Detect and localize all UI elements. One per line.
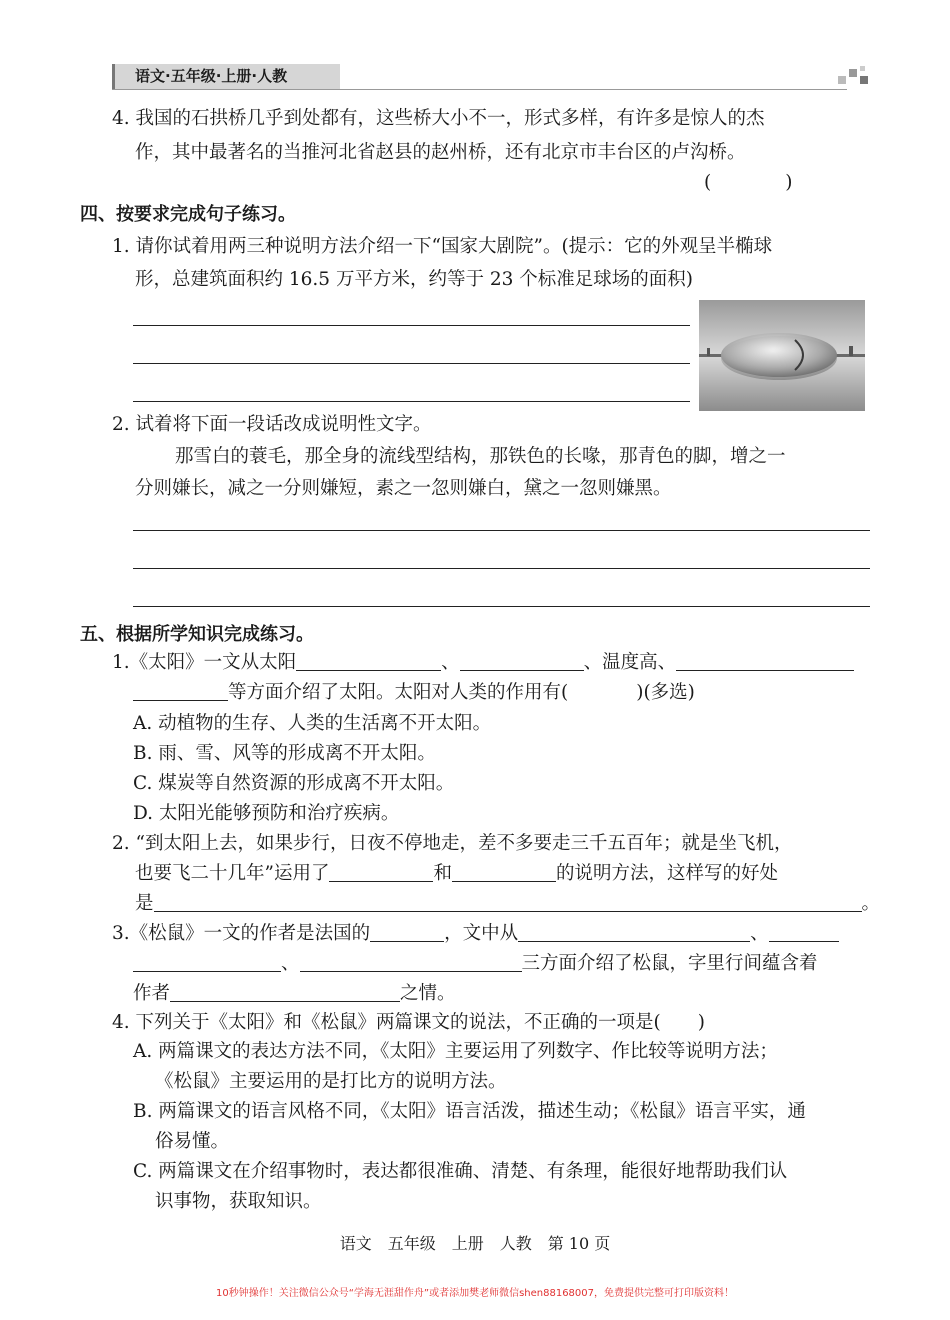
blank[interactable] (170, 981, 400, 1002)
s5-q1-line2 (133, 678, 695, 708)
blank[interactable] (452, 861, 556, 882)
s5-q3-text: 之情。 (400, 983, 456, 1004)
s5-q3-text: 3.《松鼠》一文的作者是法国的 (112, 923, 371, 944)
option-a: A. 动植物的生存、人类的生活离不开太阳。 (133, 713, 492, 734)
q3-item4-line2: 作，其中最著名的当推河北省赵县的赵州桥，还有北京市丰台区的卢沟桥。 (135, 142, 746, 163)
promo-banner: 10秒钟操作！关注微信公众号“学海无涯甜作舟”或者添加樊老师微信shen88168007，免费提供完整可打印版资料！ (215, 1288, 735, 1299)
option-c: C. 两篇课文在介绍事物时，表达都很准确、清楚、有条理，能很好地帮助我们认 (133, 1161, 788, 1182)
answer-line[interactable] (133, 530, 870, 531)
s5-q1-text: 等方面介绍了太阳。太阳对人类的作用有( (228, 682, 569, 703)
s5-q3-text: 三方面介绍了松鼠，字里行间蕴含着 (521, 953, 818, 974)
s5-q4-stem: 4. 下列关于《太阳》和《松鼠》两篇课文的说法，不正确的一项是( ) (112, 1012, 705, 1033)
section4-heading: 四、按要求完成句子练习。 (80, 204, 296, 225)
blank[interactable] (300, 951, 522, 972)
answer-bracket[interactable]: ( ) (704, 172, 793, 193)
blank[interactable] (133, 680, 228, 701)
s5-q2-line1: 2. “到太阳上去，如果步行，日夜不停地走，差不多要走三千五百年；就是坐飞机， (112, 833, 793, 854)
s4-q1-line2: 形，总建筑面积约 16.5 万平方米，约等于 23 个标准足球场的面积) (135, 269, 693, 290)
s5-q3-text: 作者 (133, 983, 171, 1004)
q3-item4-line1: 4. 我国的石拱桥几乎到处都有，这些桥大小不一，形式多样，有许多是惊人的杰 (112, 108, 765, 129)
s5-q1-sep: 、 (441, 652, 460, 673)
blank[interactable] (370, 921, 444, 942)
s4-q1-line1: 1. 请你试着用两三种说明方法介绍一下“国家大剧院”。(提示：它的外观呈半椭球 (112, 236, 773, 257)
national-grand-theatre-photo (699, 300, 865, 411)
header-title: 语文·五年级·上册·人教 (135, 67, 288, 85)
blank[interactable] (769, 921, 839, 942)
s5-q2-text: 和 (433, 863, 452, 884)
answer-line[interactable] (133, 606, 870, 607)
s5-q3-sep: 、 (750, 923, 769, 944)
page-footer: 语文 五年级 上册 人教 第 10 页 (339, 1234, 611, 1253)
blank[interactable] (518, 921, 750, 942)
answer-line[interactable] (133, 401, 690, 402)
s5-q3-line1 (112, 919, 839, 949)
s5-q3-line2 (133, 949, 818, 979)
option-c: C. 煤炭等自然资源的形成离不开太阳。 (133, 773, 455, 794)
blank[interactable] (329, 861, 433, 882)
header-rule (112, 89, 847, 90)
s4-q2-line1: 2. 试着将下面一段话改成说明性文字。 (112, 414, 432, 435)
s5-q3-line3 (133, 979, 456, 1009)
option-b: B. 两篇课文的语言风格不同，《太阳》语言活泼，描述生动；《松鼠》语言平实，通 (133, 1101, 806, 1122)
blank[interactable] (676, 650, 854, 671)
s5-q1-text: 1.《太阳》一文从太阳 (112, 652, 297, 673)
blank[interactable] (296, 650, 441, 671)
s5-q2-text: 的说明方法，这样写的好处 (555, 863, 778, 884)
s4-q2-para2: 分则嫌长，减之一分则嫌短，素之一忽则嫌白，黛之一忽则嫌黑。 (135, 478, 672, 499)
s5-q2-end: 。 (861, 893, 881, 914)
s5-q1-text: 、温度高、 (583, 652, 677, 673)
answer-line[interactable] (133, 363, 690, 364)
s5-q3-text: 、 (281, 953, 300, 974)
s5-q1-text: )(多选) (636, 682, 695, 703)
answer-line[interactable] (133, 325, 690, 326)
option-c-cont: 识事物，获取知识。 (155, 1191, 322, 1212)
s5-q1-line1 (112, 648, 854, 678)
option-a-cont: 《松鼠》主要运用的是打比方的说明方法。 (155, 1071, 507, 1092)
option-b: B. 雨、雪、风等的形成离不开太阳。 (133, 743, 436, 764)
answer-line[interactable] (133, 568, 870, 569)
s5-q2-line2 (135, 859, 778, 889)
s5-q3-text: ，文中从 (444, 923, 519, 944)
s5-q2-text: 是 (135, 893, 154, 914)
section5-heading: 五、根据所学知识完成练习。 (80, 624, 314, 645)
blank[interactable] (154, 891, 862, 912)
s4-q2-para1: 那雪白的蓑毛，那全身的流线型结构，那铁色的长喙，那青色的脚，增之一 (175, 446, 786, 467)
blank[interactable] (133, 951, 281, 972)
option-d: D. 太阳光能够预防和治疗疾病。 (133, 803, 400, 824)
blank[interactable] (460, 650, 584, 671)
option-b-cont: 俗易懂。 (155, 1131, 230, 1152)
option-a: A. 两篇课文的表达方法不同，《太阳》主要运用了列数字、作比较等说明方法； (133, 1041, 778, 1062)
s5-q2-line3 (135, 889, 880, 919)
corner-squares-icon (838, 66, 872, 90)
s5-q2-text: 也要飞二十几年”运用了 (135, 863, 330, 884)
